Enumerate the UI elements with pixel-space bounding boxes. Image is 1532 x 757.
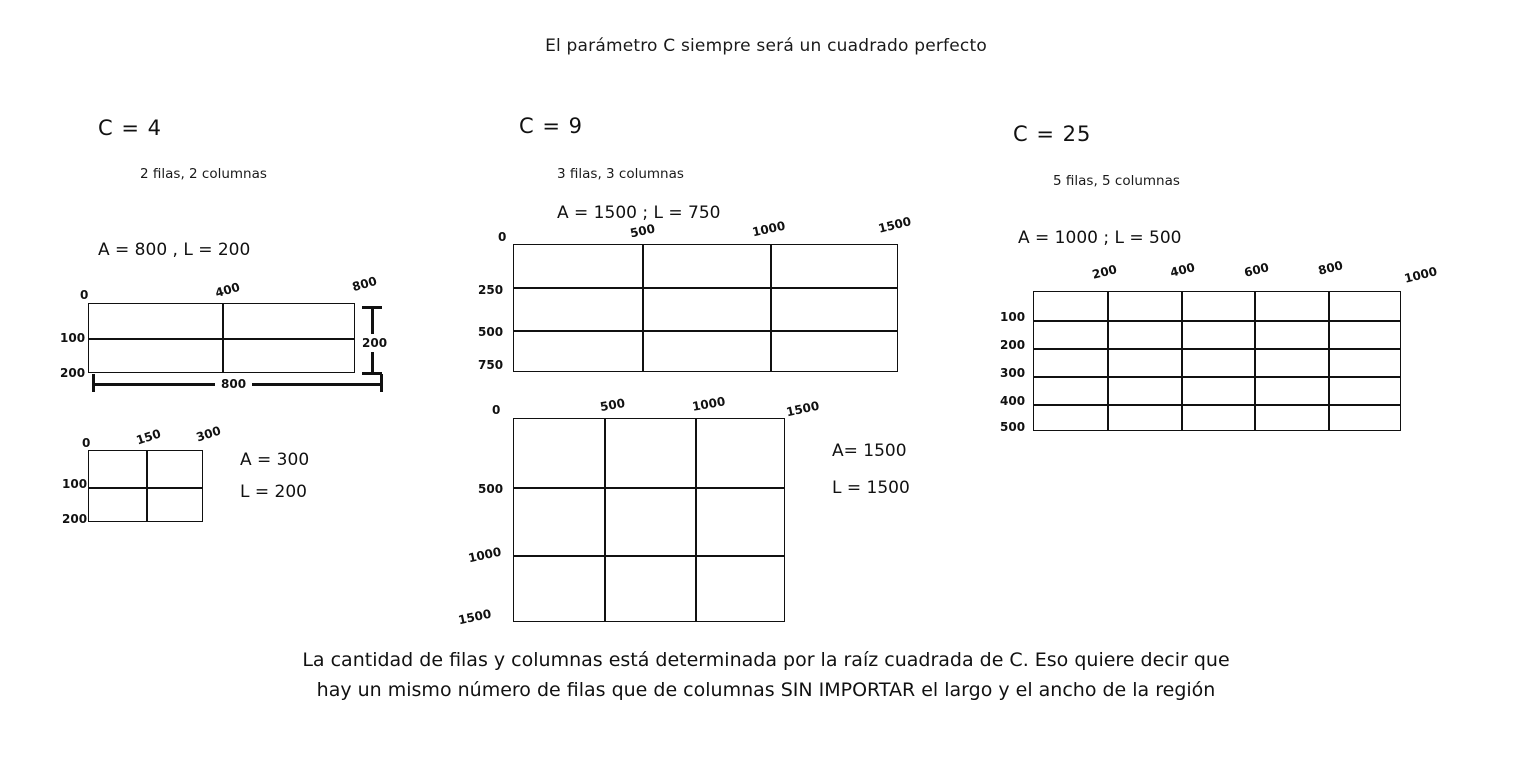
c4-fig1-height-dim-cap-bottom xyxy=(362,372,382,375)
c4-fig1-xtick-1: 400 xyxy=(213,279,242,301)
c9-fig1-ytick-1: 250 xyxy=(478,283,504,297)
c9-fig2-xtick-3: 1500 xyxy=(784,398,821,420)
grid-line-vertical xyxy=(1254,292,1256,430)
case-title-c9: C = 9 xyxy=(519,114,583,138)
c9-fig2-xtick-2: 1000 xyxy=(691,394,727,414)
grid-line-horizontal xyxy=(514,555,784,557)
page-title: El parámetro C siempre será un cuadrado perfecto xyxy=(545,36,987,56)
grid-line-horizontal xyxy=(1034,320,1400,322)
c9-fig2-ytick-3: 1500 xyxy=(456,606,493,628)
c9-fig2-xtick-0: 0 xyxy=(492,403,501,417)
c9-fig1-ytick-3: 750 xyxy=(478,358,504,372)
c9-fig2-annotation-a: A= 1500 xyxy=(832,441,907,461)
c25-fig1-ytick-1: 200 xyxy=(1000,338,1026,352)
c9-fig2-xtick-1: 500 xyxy=(598,395,627,415)
grid-line-vertical xyxy=(1328,292,1330,430)
grid-line-horizontal xyxy=(514,487,784,489)
c4-fig1-grid xyxy=(88,303,355,373)
c25-fig1-xtick-0: 200 xyxy=(1090,262,1119,282)
c9-fig2-grid xyxy=(513,418,785,622)
c4-fig2-annotation-l: L = 200 xyxy=(240,482,307,502)
c9-fig1-xtick-2: 1000 xyxy=(750,218,787,240)
c4-fig1-height-label: 200 xyxy=(362,336,388,350)
grid-line-horizontal xyxy=(1034,348,1400,350)
grid-line-vertical xyxy=(1181,292,1183,430)
c4-fig1-width-label: 800 xyxy=(215,377,252,391)
c4-fig2-annotation-a: A = 300 xyxy=(240,450,310,470)
c4-fig2-xtick-1: 150 xyxy=(134,426,163,448)
grid-line-vertical xyxy=(1107,292,1109,430)
c9-fig1-grid xyxy=(513,244,898,372)
c25-fig1-ytick-0: 100 xyxy=(1000,310,1026,324)
case-title-c25: C = 25 xyxy=(1013,122,1092,146)
c9-fig1-annotation: A = 1500 ; L = 750 xyxy=(557,203,721,223)
c9-fig1-xtick-0: 0 xyxy=(498,230,507,244)
case-title-c4: C = 4 xyxy=(98,116,162,140)
c4-fig1-annotation: A = 800 , L = 200 xyxy=(98,240,251,260)
grid-line-horizontal xyxy=(89,338,354,340)
c9-fig2-ytick-1: 500 xyxy=(478,482,504,496)
c9-fig1-xtick-1: 500 xyxy=(628,221,657,241)
c25-fig1-ytick-2: 300 xyxy=(1000,366,1026,380)
grid-line-horizontal xyxy=(514,330,897,332)
c4-fig1-xtick-0: 0 xyxy=(80,288,89,302)
c4-fig1-ytick-2: 200 xyxy=(60,366,86,380)
footer-line-2: hay un mismo número de filas que de columnas SIN IMPORTAR el largo y el ancho de la región xyxy=(316,679,1216,701)
c9-fig2-annotation-l: L = 1500 xyxy=(832,478,910,498)
c25-fig1-xtick-2: 600 xyxy=(1242,260,1271,280)
c4-fig1-height-dim-cap-top xyxy=(362,306,382,309)
c25-fig1-xtick-4: 1000 xyxy=(1402,264,1439,286)
footer-text xyxy=(0,645,1532,705)
c25-fig1-xtick-3: 800 xyxy=(1316,258,1345,278)
case-subtitle-c9: 3 filas, 3 columnas xyxy=(557,166,684,182)
footer-line-1: La cantidad de filas y columnas está determinada por la raíz cuadrada de C. Eso quiere decir que xyxy=(302,649,1230,671)
grid-line-vertical xyxy=(146,451,148,521)
grid-line-vertical xyxy=(695,419,697,621)
c9-fig2-ytick-2: 1000 xyxy=(466,544,503,566)
c4-fig2-ytick-2: 200 xyxy=(62,512,88,526)
c4-fig2-grid xyxy=(88,450,203,522)
c4-fig1-ytick-1: 100 xyxy=(60,331,86,345)
grid-line-horizontal xyxy=(1034,376,1400,378)
c4-fig2-xtick-0: 0 xyxy=(82,436,91,450)
c25-fig1-grid xyxy=(1033,291,1401,431)
c25-fig1-annotation: A = 1000 ; L = 500 xyxy=(1018,228,1182,248)
c25-fig1-ytick-4: 500 xyxy=(1000,420,1026,434)
c4-fig2-ytick-1: 100 xyxy=(62,477,88,491)
c4-fig1-width-dim-cap-left xyxy=(92,374,95,392)
c9-fig1-xtick-3: 1500 xyxy=(876,214,913,236)
c25-fig1-xtick-1: 400 xyxy=(1168,260,1197,280)
grid-line-vertical xyxy=(642,245,644,371)
case-subtitle-c4: 2 filas, 2 columnas xyxy=(140,166,267,182)
grid-line-vertical xyxy=(770,245,772,371)
grid-line-horizontal xyxy=(89,487,202,489)
grid-line-horizontal xyxy=(514,287,897,289)
c9-fig1-ytick-2: 500 xyxy=(478,325,504,339)
c25-fig1-ytick-3: 400 xyxy=(1000,394,1026,408)
c4-fig2-xtick-2: 300 xyxy=(194,423,223,445)
grid-line-vertical xyxy=(604,419,606,621)
c4-fig1-xtick-2: 800 xyxy=(350,273,379,295)
grid-line-horizontal xyxy=(1034,404,1400,406)
c4-fig1-width-dim-cap-right xyxy=(380,374,383,392)
case-subtitle-c25: 5 filas, 5 columnas xyxy=(1053,173,1180,189)
